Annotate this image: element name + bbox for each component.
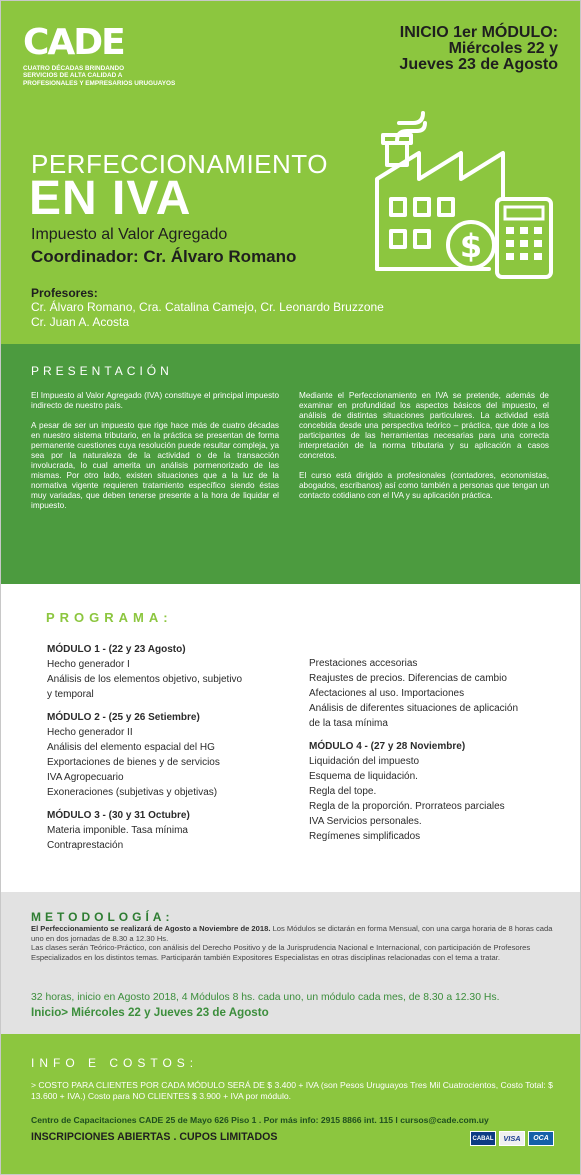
payment-cards [470, 1131, 554, 1146]
module-item: Regímenes simplificados [309, 831, 421, 842]
logo-wordmark: CADE [23, 22, 124, 63]
module-item: Esquema de liquidación. [309, 771, 418, 782]
visa-card-logo: VISA [499, 1131, 525, 1146]
methodology-paragraph: Las clases serán Teórico-Práctico, con análisis del Derecho Positivo y de la Jurisprudencia Nacional e Internacional, con participación de Profesores Especializados en los distintos temas. Participarán también Expositores Especialistas en otras disciplinas relacionadas con el tema a tratar. [31, 943, 531, 962]
module-item: Afectaciones al uso. Importaciones [309, 688, 465, 699]
professors-line: Cr. Álvaro Romano, Cra. Catalina Camejo, Cr. Leonardo Bruzzone [31, 300, 384, 314]
oca-card-logo: OCA [528, 1131, 554, 1146]
methodology-start: Inicio> Miércoles 22 y Jueves 23 de Agosto [31, 1006, 269, 1019]
module-item: Prestaciones accesorias [309, 658, 418, 669]
module-item: Liquidación del impuesto [309, 756, 420, 767]
coordinator: Coordinador: Cr. Álvaro Romano [31, 247, 297, 266]
methodology-paragraph [31, 924, 553, 943]
module-heading: MÓDULO 4 - (27 y 28 Noviembre) [309, 741, 466, 752]
logo-tagline-line: PROFESIONALES Y EMPRESARIOS URUGUAYOS [23, 79, 176, 87]
start-date-block [399, 25, 558, 73]
professors-line: Cr. Juan A. Acosta [31, 315, 130, 329]
contact-info: Centro de Capacitaciones CADE 25 de Mayo 626 Piso 1 . Por más info: 2915 8866 int. 115 l cursos@cade.com.uy [31, 1115, 489, 1125]
module-item: IVA Agropecuario [47, 772, 124, 783]
start-date-line: Miércoles 22 y [448, 40, 558, 57]
registration-notice: INSCRIPCIONES ABIERTAS . CUPOS LIMITADOS [31, 1131, 278, 1143]
program-column-right [309, 656, 559, 844]
module-item: IVA Servicios personales. [309, 816, 422, 827]
start-date-line: INICIO 1er MÓDULO: [399, 24, 558, 41]
title-line-2: EN IVA [29, 172, 192, 225]
module-heading: MÓDULO 3 - (30 y 31 Octubre) [47, 810, 190, 821]
program-title: PROGRAMA: [46, 610, 173, 625]
module-item: Materia imponible. Tasa mínima [47, 825, 188, 836]
module-item: Análisis de diferentes situaciones de aplicación [309, 703, 519, 714]
paragraph: El Impuesto al Valor Agregado (IVA) constituye el principal impuesto indirecto de nuestro país. [31, 391, 279, 410]
presentation-section [1, 344, 580, 584]
cade-logo [23, 23, 193, 87]
logo-tagline-line: CUATRO DÉCADAS BRINDANDO [23, 65, 125, 72]
presentation-column-right [299, 391, 549, 511]
presentation-title: PRESENTACIÓN [31, 364, 173, 378]
professors-list [31, 300, 491, 330]
paragraph: A pesar de ser un impuesto que rige hace más de cuatro décadas en nuestro sistema tributario, en la práctica se presentan de forma permanente cuestiones cuya resolución puede resultar compleja, ya sea por la naturaleza de la actividad o de la transacción involucrada, lo cual amerita un análisis pormenorizado de las mismas. Por otro lado, existen situaciones que a la luz de la normativa vigente requieren tratamiento específico siendo éstas muy variadas, que deben tenerse presente a la hora de liquidar el impuesto. [31, 421, 279, 510]
title-line-1: PERFECCIONAMIENTO [31, 149, 328, 179]
cabal-card-logo: CABAL [470, 1131, 496, 1146]
header-section [1, 1, 580, 344]
module-item: Hecho generador I [47, 659, 130, 670]
presentation-column-left [31, 391, 279, 521]
costs-text: > COSTO PARA CLIENTES POR CADA MÓDULO SERÁ DE $ 3.400 + IVA (son Pesos Uruguayos Tres Mil Cuatrocientos, Costo Total: $ 13.600 + IVA.) Costo para NO CLIENTES $ 3.900 + IVA por módulo. [31, 1080, 553, 1101]
module-item: Regla de la proporción. Prorrateos parciales [309, 801, 505, 812]
methodology-lead-rest: Los Módulos se dictarán en forma Mensual, con una carga horaria de 8 horas cada uno en dos jornadas de 8.30 a 12.30 Hs. [31, 924, 553, 943]
paragraph: El curso está dirigido a profesionales (contadores, economistas, abogados, escribanos) así como también a personas que tengan un contacto cotidiano con el IVA y su aplicación práctica. [299, 471, 549, 500]
logo-tagline-line: SERVICIOS DE ALTA CALIDAD A [23, 72, 123, 80]
module-item: Exoneraciones (subjetivas y objetivas) [47, 787, 218, 798]
module-item: y temporal [47, 689, 94, 700]
module-item: Contraprestación [47, 840, 124, 851]
module-item: Análisis de los elementos objetivo, subjetivo [47, 674, 243, 685]
module-item: de la tasa mínima [309, 718, 388, 729]
methodology-text [31, 924, 553, 962]
module-item: Regla del tope. [309, 786, 377, 797]
methodology-lead: El Perfeccionamiento se realizará de Agosto a Noviembre de 2018. [31, 924, 271, 933]
info-title: INFO E COSTOS: [31, 1056, 199, 1070]
program-section [1, 584, 580, 892]
factory-calculator-dollar-icon [369, 101, 559, 286]
module-heading: MÓDULO 1 - (22 y 23 Agosto) [47, 644, 186, 655]
program-column-left [47, 642, 287, 853]
start-date-line: Jueves 23 de Agosto [399, 56, 558, 73]
module-item: Análisis del elemento espacial del HG [47, 742, 215, 753]
module-item: Exportaciones de bienes y de servicios [47, 757, 220, 768]
info-costs-section [1, 1034, 580, 1174]
module-item: Hecho generador II [47, 727, 133, 738]
methodology-schedule: 32 horas, inicio en Agosto 2018, 4 Módulos 8 hs. cada uno, un módulo cada mes, de 8.30 a 12.30 Hs. [31, 992, 500, 1003]
methodology-section [1, 892, 580, 1034]
professors-label: Profesores: [31, 286, 98, 300]
methodology-title: METODOLOGÍA: [31, 910, 174, 924]
subtitle: Impuesto al Valor Agregado [31, 226, 228, 243]
module-heading: MÓDULO 2 - (25 y 26 Setiembre) [47, 712, 200, 723]
logo-tagline [23, 65, 193, 87]
paragraph: Mediante el Perfeccionamiento en IVA se pretende, además de examinar en profundidad los aspectos básicos del impuesto, el análisis de distintas situaciones particulares. La actividad está concebida desde una perspectiva teórico – práctica, que dote a los participantes de las herramientas necesarias para una correcta interpretación de la norma tributaria y su aplicación a casos concretos. [299, 391, 549, 460]
svg-text:$: $ [459, 227, 483, 265]
module-item: Reajustes de precios. Diferencias de cambio [309, 673, 507, 684]
